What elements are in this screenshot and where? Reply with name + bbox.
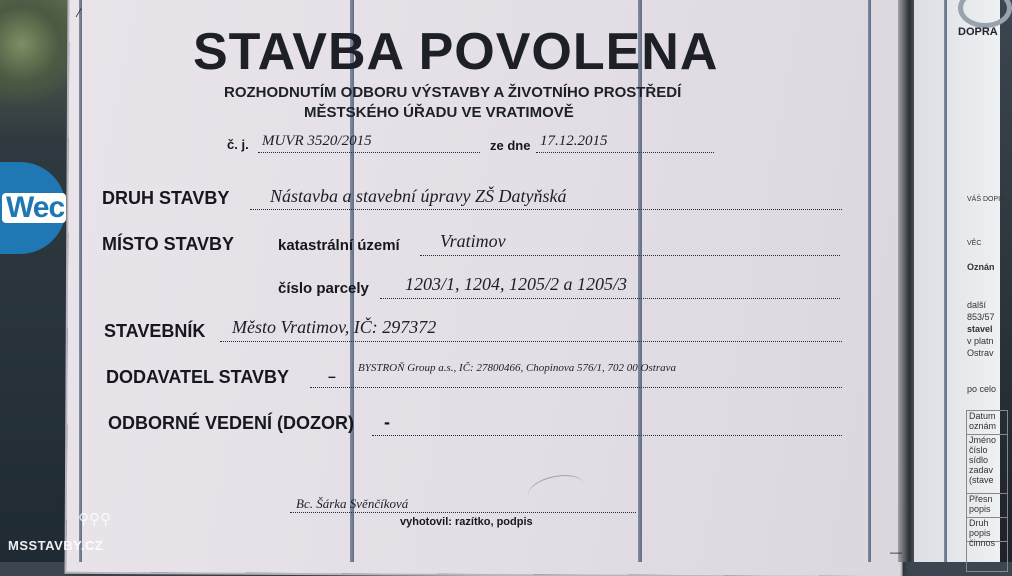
vertical-strap (79, 0, 82, 562)
adjacent-line: stavel (967, 324, 993, 334)
misto-stavby-label: MÍSTO STAVBY (102, 234, 235, 254)
signature-name: Bc. Šárka Svěnčíková (296, 496, 409, 511)
odborne-vedeni-value: - (384, 412, 390, 432)
druh-stavby-value: Nástavba a stavební úpravy ZŠ Datyňská (270, 186, 567, 206)
odborne-vedeni-label: ODBORNÉ VEDENÍ (DOZOR) (108, 413, 355, 433)
dodavatel-label: DODAVATEL STAVBY (106, 367, 290, 387)
underline (420, 255, 840, 256)
adjacent-line: Ostrav (967, 348, 994, 358)
adjacent-line: po celo (967, 384, 997, 394)
underline (290, 512, 636, 513)
blue-sign-text: Wec (2, 193, 66, 223)
vertical-strap (868, 0, 871, 562)
tree-foliage (0, 0, 72, 110)
vertical-strap (944, 0, 947, 562)
date-label: ze dne (490, 138, 531, 153)
adjacent-table-cell: Druh popis činnos (967, 518, 1007, 542)
stavebnik-value: Město Vratimov, IČ: 297372 (232, 317, 437, 337)
underline (310, 387, 842, 388)
blue-sign (0, 162, 66, 254)
parcela-value: 1203/1, 1204, 1205/2 a 1205/3 (405, 274, 628, 294)
adjacent-line: další (967, 300, 987, 310)
adjacent-notice (914, 0, 1005, 562)
adjacent-logo-icon (958, 0, 1012, 28)
date-value: 17.12.2015 (540, 133, 608, 149)
adjacent-table-cell: Přesn popis (967, 494, 1007, 518)
underline (250, 209, 842, 210)
notice-subtitle-1: ROZHODNUTÍM ODBORU VÝSTAVBY A ŽIVOTNÍHO PROSTŘEDÍ (224, 84, 682, 101)
background-left (0, 0, 72, 562)
metal-frame (898, 0, 914, 562)
watermark: MSSTAVBY.CZ (8, 538, 104, 553)
notice-subtitle-2: MĚSTSKÉHO ÚŘADU VE VRATIMOVĚ (304, 104, 574, 121)
adjacent-logo-text: DOPRA (958, 26, 998, 38)
katastr-label: katastrální území (278, 237, 400, 254)
map-pin-cluster-icon: ⚲⚲⚲ (78, 511, 111, 528)
vyhotovil-label: vyhotovil: razítko, podpis (400, 516, 533, 528)
cj-label: č. j. (227, 137, 249, 152)
adjacent-line: VĚC (967, 240, 982, 247)
adjacent-table (966, 410, 1008, 572)
underline (220, 341, 842, 342)
underline (258, 152, 480, 153)
dodavatel-dash: – (328, 368, 336, 384)
druh-stavby-label: DRUH STAVBY (102, 188, 230, 208)
underline (536, 152, 714, 153)
pin-icon: — (890, 545, 902, 559)
notice-title: STAVBA POVOLENA (193, 23, 719, 81)
adjacent-table-cell: Jméno číslo sídlo zadav (stave (967, 435, 1007, 494)
katastr-value: Vratimov (440, 231, 506, 251)
adjacent-line: Oznán (967, 262, 995, 272)
dodavatel-value: BYSTROŇ Group a.s., IČ: 27800466, Chopinova 576/1, 702 00 Ostrava (358, 362, 676, 374)
parcela-label: číslo parcely (278, 280, 369, 297)
cj-value: MUVR 3520/2015 (262, 133, 372, 149)
stavebnik-label: STAVEBNÍK (104, 321, 206, 341)
adjacent-line: 853/57 (967, 312, 995, 322)
adjacent-line: v platn (967, 336, 994, 346)
pin-icon: ⁄ (78, 6, 81, 20)
adjacent-table-cell: Datum oznám (967, 411, 1007, 435)
underline (380, 298, 840, 299)
underline (372, 435, 842, 436)
adjacent-line: VÁŠ DOPIS (967, 196, 1005, 203)
